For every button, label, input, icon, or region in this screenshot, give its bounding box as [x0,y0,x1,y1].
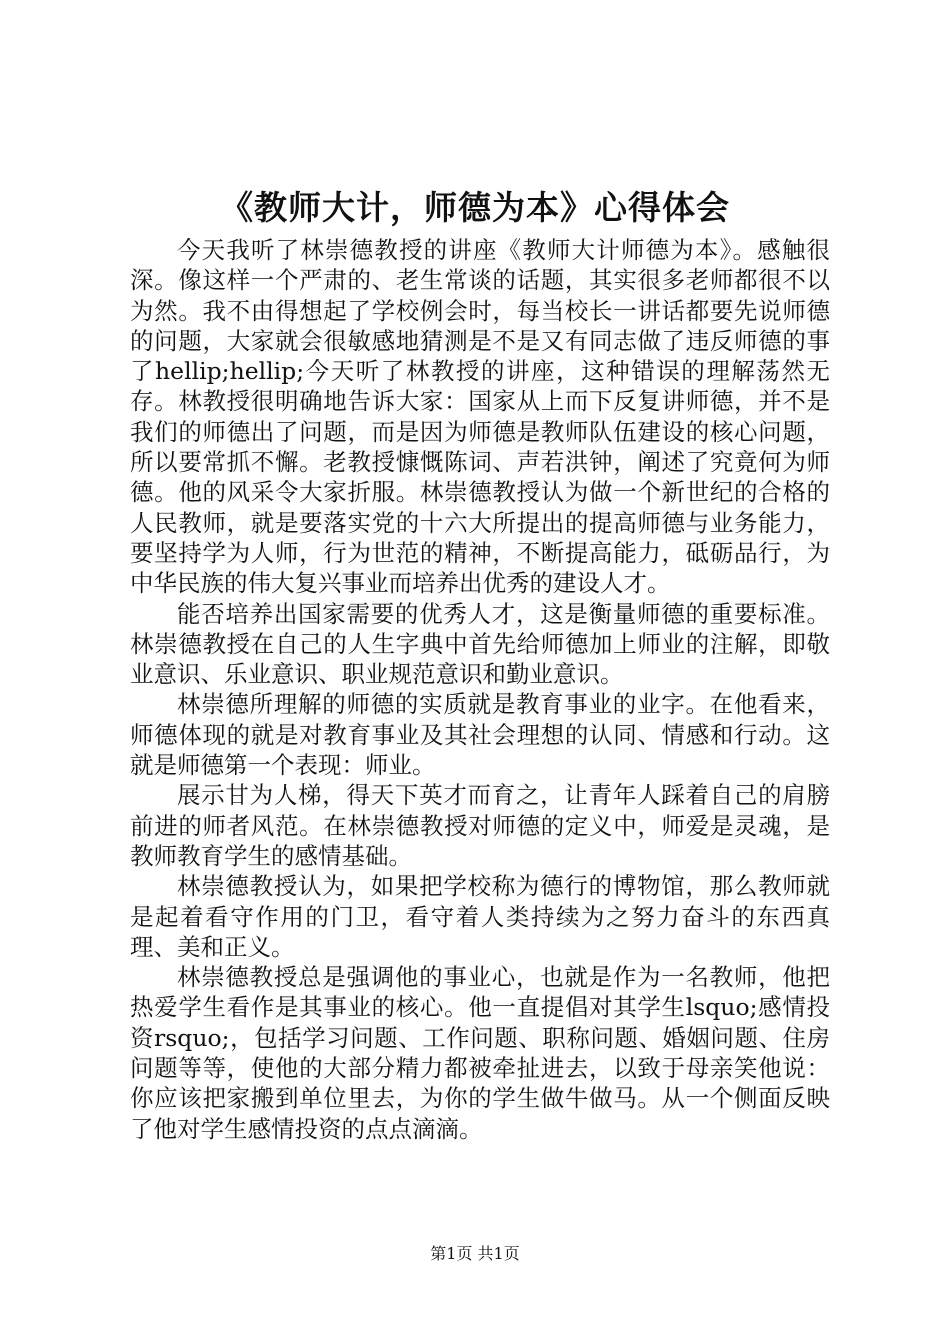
paragraph-1: 今天我听了林崇德教授的讲座《教师大计师德为本》。感触很深。像这样一个严肃的、老生常谈的话题，其实很多老师都很不以为然。我不由得想起了学校例会时，每当校长一讲话都要先说师德的问题，大家就会很敏感地猜测是不是又有同志做了违反师德的事了hellip;hellip;今天听了林教授的讲座，这种错误的理解荡然无存。林教授很明确地告诉大家：国家从上而下反复讲师德，并不是我们的师德出了问题，而是因为师德是教师队伍建设的核心问题，所以要常抓不懈。老教授慷慨陈词、声若洪钟，阐述了究竟何为师德。他的风采令大家折服。林崇德教授认为做一个新世纪的合格的人民教师，就是要落实党的十六大所提出的提高师德与业务能力，要坚持学为人师，行为世范的精神，不断提高能力，砥砺品行，为中华民族的伟大复兴事业而培养出优秀的建设人才。 [130,236,830,598]
paragraph-4: 展示甘为人梯，得天下英才而育之，让青年人踩着自己的肩膀前进的师者风范。在林崇德教授对师德的定义中，师爱是灵魂，是教师教育学生的感情基础。 [130,781,830,870]
paragraph-5: 林崇德教授认为，如果把学校称为德行的博物馆，那么教师就是起着看守作用的门卫，看守着人类持续为之努力奋斗的东西真理、美和正义。 [130,872,830,961]
paragraph-2: 能否培养出国家需要的优秀人才，这是衡量师德的重要标准。林崇德教授在自己的人生字典中首先给师德加上师业的注解，即敬业意识、乐业意识、职业规范意识和勤业意识。 [130,599,830,689]
document-body [130,235,830,1144]
document-title: 《教师大计，师德为本》心得体会 [220,188,730,227]
page-footer: 第1页 共1页 [430,1244,520,1263]
paragraph-6: 林崇德教授总是强调他的事业心，也就是作为一名教师，他把热爱学生看作是其事业的核心。他一直提倡对其学生lsquo;感情投资rsquo;，包括学习问题、工作问题、职称问题、婚姻问题、住房问题等等，使他的大部分精力都被牵扯进去，以致于母亲笑他说：你应该把家搬到单位里去，为你的学生做牛做马。从一个侧面反映了他对学生感情投资的点点滴滴。 [130,963,830,1143]
paragraph-3: 林崇德所理解的师德的实质就是教育事业的业字。在他看来，师德体现的就是对教育事业及其社会理想的认同、情感和行动。这就是师德第一个表现：师业。 [130,690,830,780]
